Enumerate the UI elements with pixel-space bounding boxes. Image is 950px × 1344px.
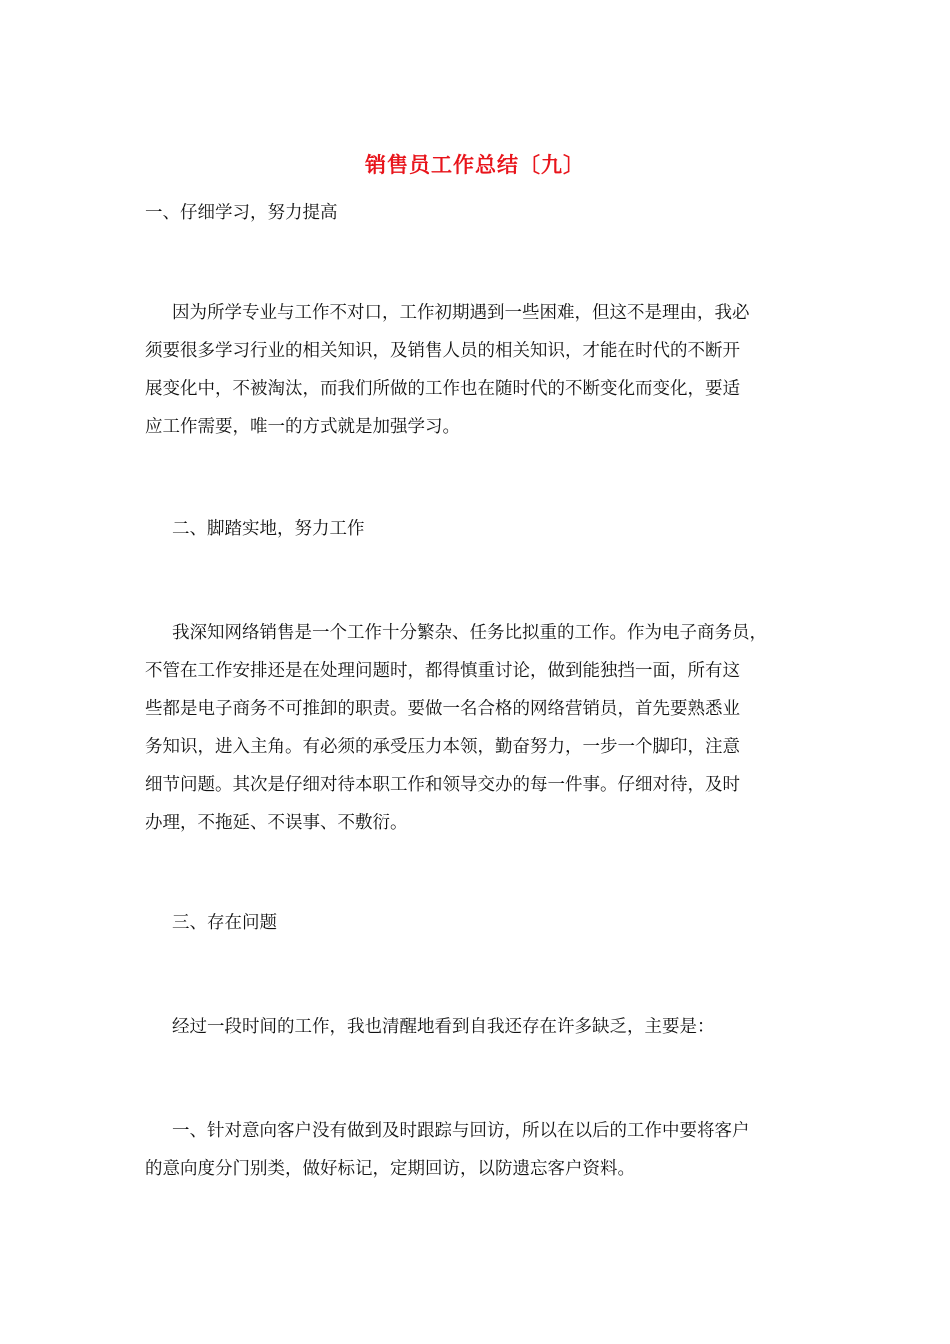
paragraph-2-line-4: 务知识，进入主角。有必须的承受压力本领，勤奋努力，一步一个脚印，注意: [145, 737, 740, 757]
paragraph-2-line-6: 办理，不拖延、不误事、不敷衍。: [145, 813, 408, 833]
paragraph-2-line-2: 不管在工作安排还是在处理问题时，都得慎重讨论，做到能独挡一面，所有这: [145, 661, 740, 681]
paragraph-3: 经过一段时间的工作，我也清醒地看到自我还存在许多缺乏，主要是：: [172, 1017, 715, 1037]
paragraph-2-line-3: 些都是电子商务不可推卸的职责。要做一名合格的网络营销员，首先要熟悉业: [145, 699, 740, 719]
paragraph-1-line-4: 应工作需要，唯一的方式就是加强学习。: [145, 417, 460, 437]
paragraph-1-line-1: 因为所学专业与工作不对口，工作初期遇到一些困难，但这不是理由，我必: [172, 303, 750, 323]
document-title: 销售员工作总结〔九〕: [365, 153, 585, 177]
section-heading-2: 二、脚踏实地，努力工作: [172, 519, 365, 539]
paragraph-1-line-2: 须要很多学习行业的相关知识，及销售人员的相关知识，才能在时代的不断开: [145, 341, 740, 361]
paragraph-2-line-5: 细节问题。其次是仔细对待本职工作和领导交办的每一件事。仔细对待，及时: [145, 775, 740, 795]
paragraph-1-line-3: 展变化中，不被淘汰，而我们所做的工作也在随时代的不断变化而变化，要适: [145, 379, 740, 399]
paragraph-2-line-1: 我深知网络销售是一个工作十分繁杂、任务比拟重的工作。作为电子商务员，: [172, 623, 767, 643]
section-heading-3: 三、存在问题: [172, 913, 277, 933]
paragraph-4-line-1: 一、针对意向客户没有做到及时跟踪与回访，所以在以后的工作中要将客户: [172, 1121, 750, 1141]
paragraph-4-line-2: 的意向度分门别类，做好标记，定期回访，以防遗忘客户资料。: [145, 1159, 635, 1179]
section-heading-1: 一、仔细学习，努力提高: [145, 203, 338, 223]
